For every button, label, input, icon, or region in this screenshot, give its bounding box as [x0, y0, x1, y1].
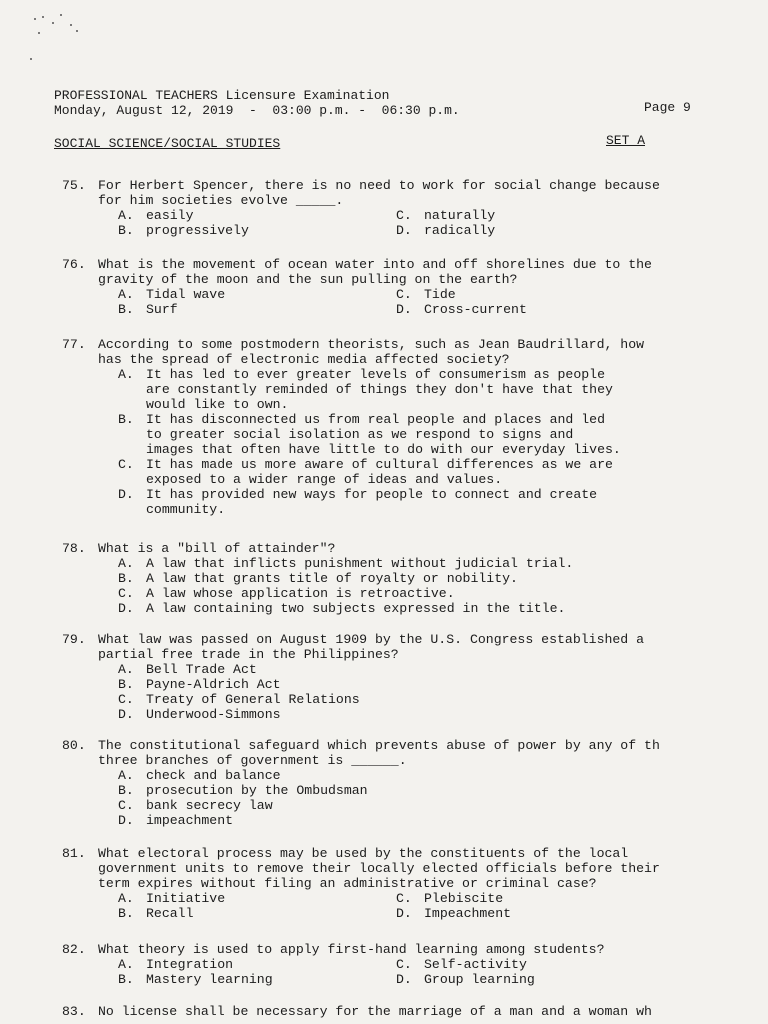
- scan-speck: [52, 22, 54, 24]
- option-d: D. impeachment: [118, 813, 234, 828]
- option-d: D. Group learning: [396, 972, 535, 987]
- option-a: A. Bell Trade Act: [118, 662, 257, 677]
- option-a: A. check and balance: [118, 768, 281, 783]
- exam-title: PROFESSIONAL TEACHERS Licensure Examination: [54, 88, 390, 103]
- question-stem: No license shall be necessary for the marriage of a man and a woman wh: [98, 1004, 652, 1019]
- question-stem: What is the movement of ocean water into and off shorelines due to the gravity of the moon and the sun pulling on the earth?: [98, 257, 652, 287]
- question-80: [62, 738, 762, 828]
- option-b: B. progressively: [118, 223, 249, 238]
- option-c: C. Treaty of General Relations: [118, 692, 360, 707]
- question-stem: What is a "bill of attainder"?: [98, 541, 336, 556]
- question-number: 76.: [62, 257, 86, 272]
- scan-speck: [42, 16, 44, 18]
- scan-speck: [38, 32, 40, 34]
- option-a: A. A law that inflicts punishment without judicial trial.: [118, 556, 574, 571]
- option-b: B. A law that grants title of royalty or nobility.: [118, 571, 518, 586]
- option-c: C. bank secrecy law: [118, 798, 273, 813]
- question-number: 83.: [62, 1004, 86, 1019]
- question-78: [62, 541, 762, 616]
- question-76: [62, 257, 762, 317]
- option-c: C. Tide: [396, 287, 456, 302]
- question-81: [62, 846, 762, 921]
- option-b: B. It has disconnected us from real people and places and led to greater social isolation as we respond to signs and images that often have little to do with our everyday lives.: [118, 412, 621, 457]
- question-stem: According to some postmodern theorists, such as Jean Baudrillard, how has the spread of electronic media affected society?: [98, 337, 645, 367]
- option-b: B. Payne-Aldrich Act: [118, 677, 281, 692]
- question-stem: The constitutional safeguard which prevents abuse of power by any of th three branches of government is ______.: [98, 738, 660, 768]
- option-a: A. It has led to ever greater levels of consumerism as people are constantly reminded of things they don't have that they would like to own.: [118, 367, 613, 412]
- question-83: [62, 1004, 762, 1019]
- option-b: B. prosecution by the Ombudsman: [118, 783, 368, 798]
- option-c: C. It has made us more aware of cultural differences as we are exposed to a wider range of ideas and values.: [118, 457, 613, 487]
- scan-speck: [76, 30, 78, 32]
- option-a: A. easily: [118, 208, 194, 223]
- question-stem: What law was passed on August 1909 by the U.S. Congress established a partial free trade in the Philippines?: [98, 632, 645, 662]
- option-d: D. Cross-current: [396, 302, 527, 317]
- scan-speck: [70, 24, 72, 26]
- option-a: A. Initiative: [118, 891, 226, 906]
- option-d: D. It has provided new ways for people to connect and create community.: [118, 487, 598, 517]
- option-b: B. Surf: [118, 302, 178, 317]
- question-number: 80.: [62, 738, 86, 753]
- question-stem: What electoral process may be used by the constituents of the local government units to remove their locally elected officials before their term expires without filing an administrative or criminal case?: [98, 846, 660, 891]
- option-a: A. Integration: [118, 957, 234, 972]
- option-d: D. Impeachment: [396, 906, 512, 921]
- scan-speck: [34, 18, 36, 20]
- question-number: 81.: [62, 846, 86, 861]
- subject-heading: SOCIAL SCIENCE/SOCIAL STUDIES: [54, 136, 281, 151]
- question-number: 79.: [62, 632, 86, 647]
- option-b: B. Mastery learning: [118, 972, 273, 987]
- option-c: C. naturally: [396, 208, 496, 223]
- question-77: [62, 337, 762, 517]
- option-c: C. Self-activity: [396, 957, 527, 972]
- question-number: 82.: [62, 942, 86, 957]
- option-d: D. Underwood-Simmons: [118, 707, 281, 722]
- question-number: 77.: [62, 337, 86, 352]
- option-c: C. Plebiscite: [396, 891, 504, 906]
- scan-speck: [60, 14, 62, 16]
- option-d: D. A law containing two subjects expressed in the title.: [118, 601, 566, 616]
- question-75: [62, 178, 762, 238]
- question-stem: For Herbert Spencer, there is no need to work for social change because for him societies evolve _____.: [98, 178, 660, 208]
- question-82: [62, 942, 762, 987]
- question-number: 75.: [62, 178, 86, 193]
- option-c: C. A law whose application is retroactive.: [118, 586, 455, 601]
- question-stem: What theory is used to apply first-hand learning among students?: [98, 942, 605, 957]
- question-79: [62, 632, 762, 722]
- option-b: B. Recall: [118, 906, 194, 921]
- scan-specks: [30, 10, 110, 70]
- scan-speck: [30, 58, 32, 60]
- option-d: D. radically: [396, 223, 496, 238]
- page-number: Page 9: [644, 100, 691, 115]
- set-label: SET A: [606, 133, 646, 148]
- question-number: 78.: [62, 541, 86, 556]
- option-a: A. Tidal wave: [118, 287, 226, 302]
- exam-schedule: Monday, August 12, 2019 - 03:00 p.m. - 06:30 p.m.: [54, 103, 460, 118]
